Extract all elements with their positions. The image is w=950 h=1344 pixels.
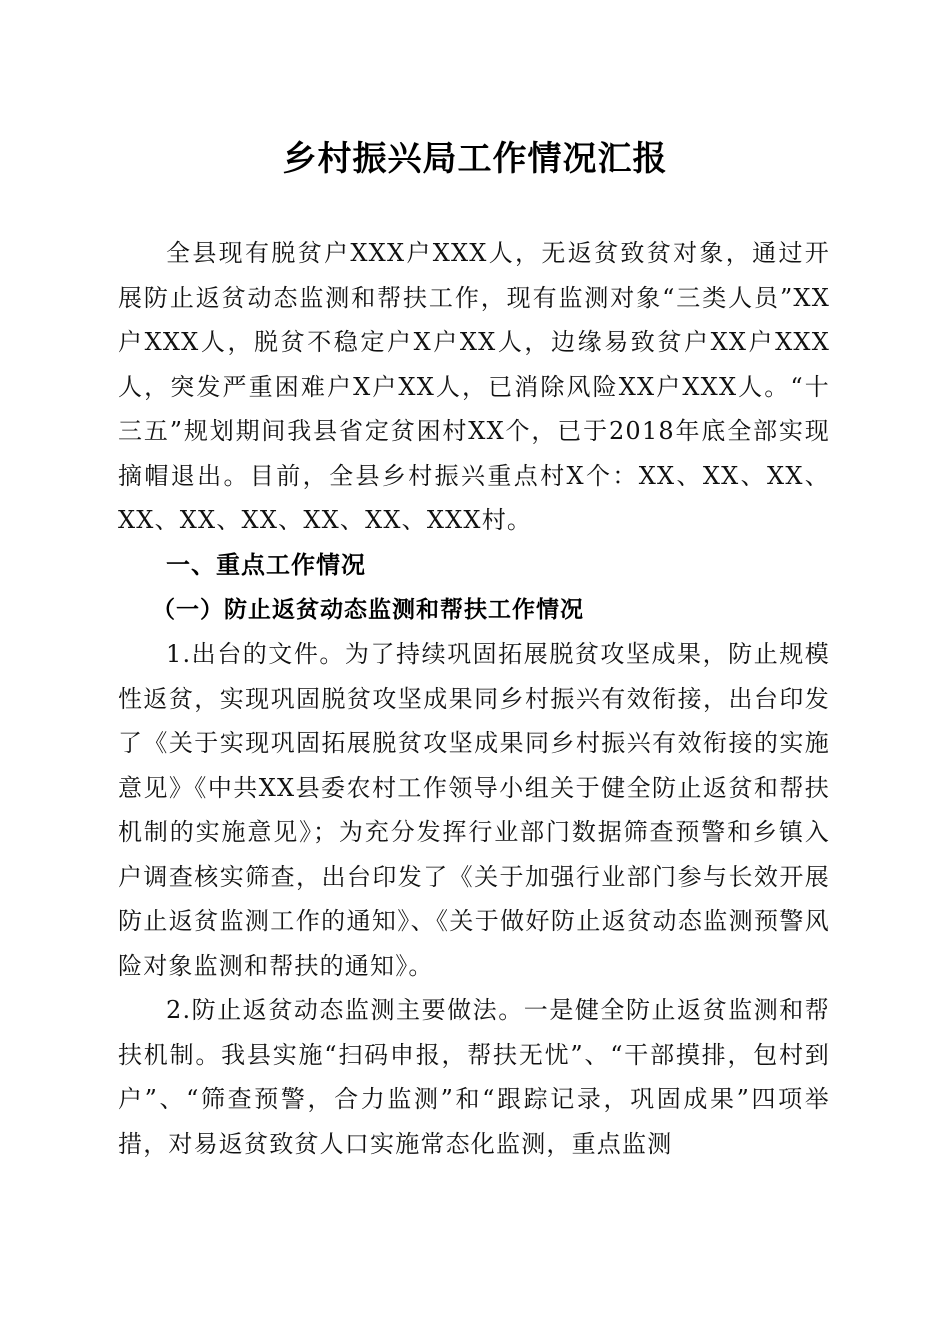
paragraph-item-2-practices: 2.防止返贫动态监测主要做法。一是健全防止返贫监测和帮扶机制。我县实施“扫码申报，帮扶无忧”、“干部摸排，包村到户”、“筛查预警，合力监测”和“跟踪记录，巩固成果”四项举措，对易返贫致贫人口实施常态化监测，重点监测 xyxy=(118,996,830,1158)
subsection-heading-monitoring: （一）防止返贫动态监测和帮扶工作情况 xyxy=(152,596,584,623)
paragraph-item-1-documents: 1.出台的文件。为了持续巩固拓展脱贫攻坚成果，防止规模性返贫，实现巩固脱贫攻坚成果同乡村振兴有效衔接，出台印发了《关于实现巩固拓展脱贫攻坚成果同乡村振兴有效衔接的实施意见》《中共XX县委农村工作领导小组关于健全防止返贫和帮扶机制的实施意见》；为充分发挥行业部门数据筛查预警和乡镇入户调查核实筛查，出台印发了《关于加强行业部门参与长效开展防止返贫监测工作的通知》、《关于做好防止返贫动态监测预警风险对象监测和帮扶的通知》。 xyxy=(118,640,830,980)
document-title: 乡村振兴局工作情况汇报 xyxy=(282,139,668,179)
intro-paragraph: 全县现有脱贫户XXX户XXX人，无返贫致贫对象，通过开展防止返贫动态监测和帮扶工作，现有监测对象“三类人员”XX户XXX人，脱贫不稳定户X户XX人，边缘易致贫户XX户XXX人，突发严重困难户X户XX人，已消除风险XX户XXX人。“十三五”规划期间我县省定贫困村XX个，已于2018年底全部实现摘帽退出。目前，全县乡村振兴重点村X个：XX、XX、XX、XX、XX、XX、XX、XX、XXX村。 xyxy=(118,239,830,534)
section-heading-key-work: 一、重点工作情况 xyxy=(166,551,366,579)
